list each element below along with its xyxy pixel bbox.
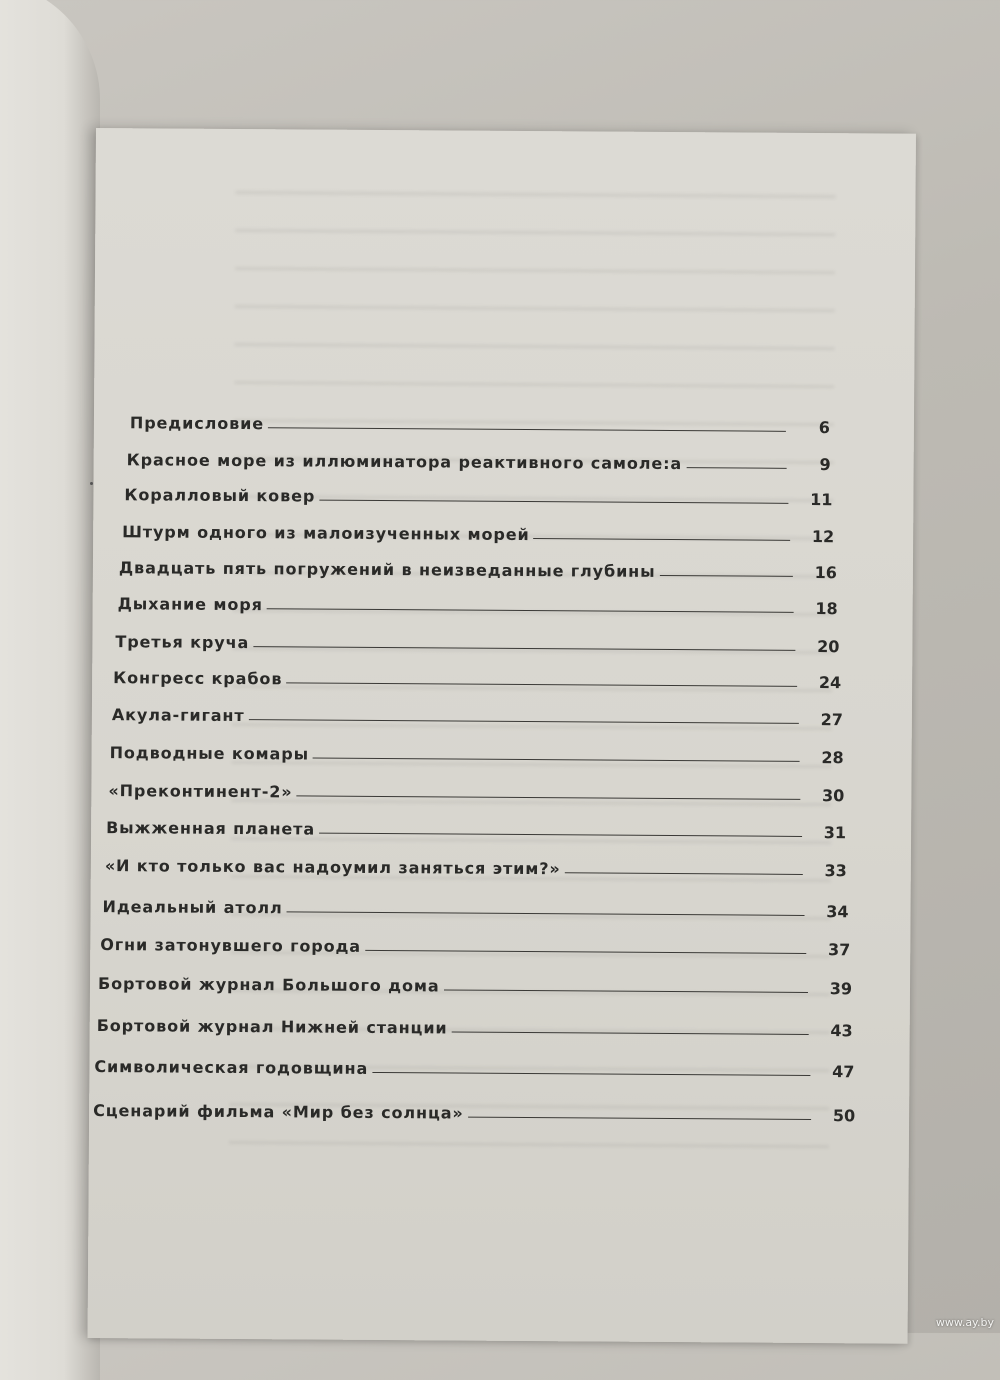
toc-entry-page: 9: [819, 455, 831, 475]
toc-leader-line: [287, 911, 805, 916]
toc-entry-page: 27: [820, 710, 843, 730]
toc-entry: [108, 774, 844, 805]
toc-entry-page: 16: [814, 563, 837, 583]
toc-entry-title: «Преконтинент-2»: [108, 781, 293, 802]
toc-leader-line: [372, 1072, 810, 1076]
toc-entry-page: 39: [829, 979, 853, 999]
toc-entry-page: 6: [818, 418, 830, 438]
toc-entry: [93, 1094, 855, 1125]
toc-entry-title: Дыхание моря: [117, 594, 263, 615]
toc-entry-title: Символическая годовщина: [94, 1057, 369, 1078]
toc-leader-line: [319, 833, 802, 837]
toc-entry-title: Выжженная планета: [106, 818, 316, 839]
toc-entry-title: Идеальный атолл: [102, 897, 283, 918]
toc-entry-page: 47: [832, 1062, 855, 1082]
toc-entry: [97, 1009, 853, 1040]
toc-leader-line: [319, 500, 788, 504]
toc-entry: [100, 928, 850, 959]
toc-entry-page: 34: [826, 902, 849, 922]
toc-leader-line: [660, 575, 793, 577]
toc-entry: [127, 443, 831, 474]
toc-entry-title: Штурм одного из малоизученных морей: [122, 522, 530, 545]
toc-leader-line: [249, 719, 799, 724]
toc-entry: [118, 587, 838, 618]
toc-entry-title: Бортовой журнал Нижней станции: [96, 1016, 448, 1038]
facing-page-edge: [0, 0, 100, 1380]
toc-entry-title: Коралловый ковер: [124, 485, 316, 506]
toc-entry-title: Третья круча: [115, 632, 250, 653]
table-of-contents: [88, 128, 916, 1344]
toc-entry-title: Акула-гигант: [111, 705, 245, 726]
toc-leader-line: [468, 1117, 811, 1120]
toc-leader-line: [286, 682, 797, 687]
toc-entry-page: 33: [824, 861, 847, 881]
toc-leader-line: [267, 608, 794, 613]
toc-entry: [98, 967, 852, 998]
toc-entry: [110, 736, 844, 767]
toc-entry-title: «И кто только вас надоумил заняться этим?»: [104, 856, 561, 879]
toc-leader-line: [686, 467, 787, 469]
toc-entry-page: 30: [822, 786, 845, 806]
toc-leader-line: [313, 758, 800, 762]
toc-entry-page: 37: [827, 940, 851, 960]
toc-entry: [106, 811, 846, 842]
toc-entry-title: Двадцать пять погружений в неизведанные глубины: [118, 558, 656, 581]
toc-entry: [124, 478, 832, 509]
toc-entry: [94, 1050, 854, 1081]
toc-leader-line: [297, 795, 801, 800]
toc-entry-title: Красное море из иллюминатора реактивного самоле:а: [126, 450, 683, 474]
ink-speck: [90, 482, 93, 485]
toc-entry-title: Сценарий фильма «Мир без солнца»: [93, 1101, 464, 1123]
toc-entry-title: Огни затонувшего города: [100, 935, 362, 956]
toc-entry: [122, 515, 834, 546]
toc-entry-page: 43: [830, 1021, 853, 1041]
toc-entry-title: Бортовой журнал Большого дома: [97, 974, 440, 996]
toc-entry: [102, 890, 848, 921]
toc-leader-line: [268, 427, 786, 432]
watermark: www.ay.by: [935, 1316, 994, 1329]
toc-entry-page: 11: [810, 489, 833, 510]
toc-leader-line: [365, 950, 806, 954]
toc-entry-page: 12: [811, 527, 835, 547]
toc-entry-title: Предисловие: [129, 413, 265, 434]
toc-leader-line: [253, 646, 795, 651]
toc-entry: [112, 698, 843, 729]
toc-entry: [113, 661, 841, 692]
toc-leader-line: [565, 872, 803, 875]
toc-entry-page: 20: [817, 637, 840, 657]
toc-entry: [105, 849, 847, 880]
toc-leader-line: [534, 538, 791, 541]
toc-entry: [119, 551, 837, 582]
toc-entry-page: 31: [823, 823, 847, 843]
toc-entry-page: 50: [832, 1106, 856, 1126]
toc-entry: [130, 406, 830, 437]
toc-entry-page: 28: [821, 748, 844, 768]
toc-entry-page: 24: [818, 673, 842, 693]
toc-entry-page: 18: [815, 599, 838, 619]
toc-entry-title: Подводные комары: [109, 743, 310, 764]
toc-entry: [115, 625, 839, 656]
book-page: [88, 128, 916, 1344]
toc-leader-line: [444, 989, 808, 993]
toc-entry-title: Конгресс крабов: [113, 668, 283, 689]
toc-leader-line: [452, 1032, 809, 1035]
